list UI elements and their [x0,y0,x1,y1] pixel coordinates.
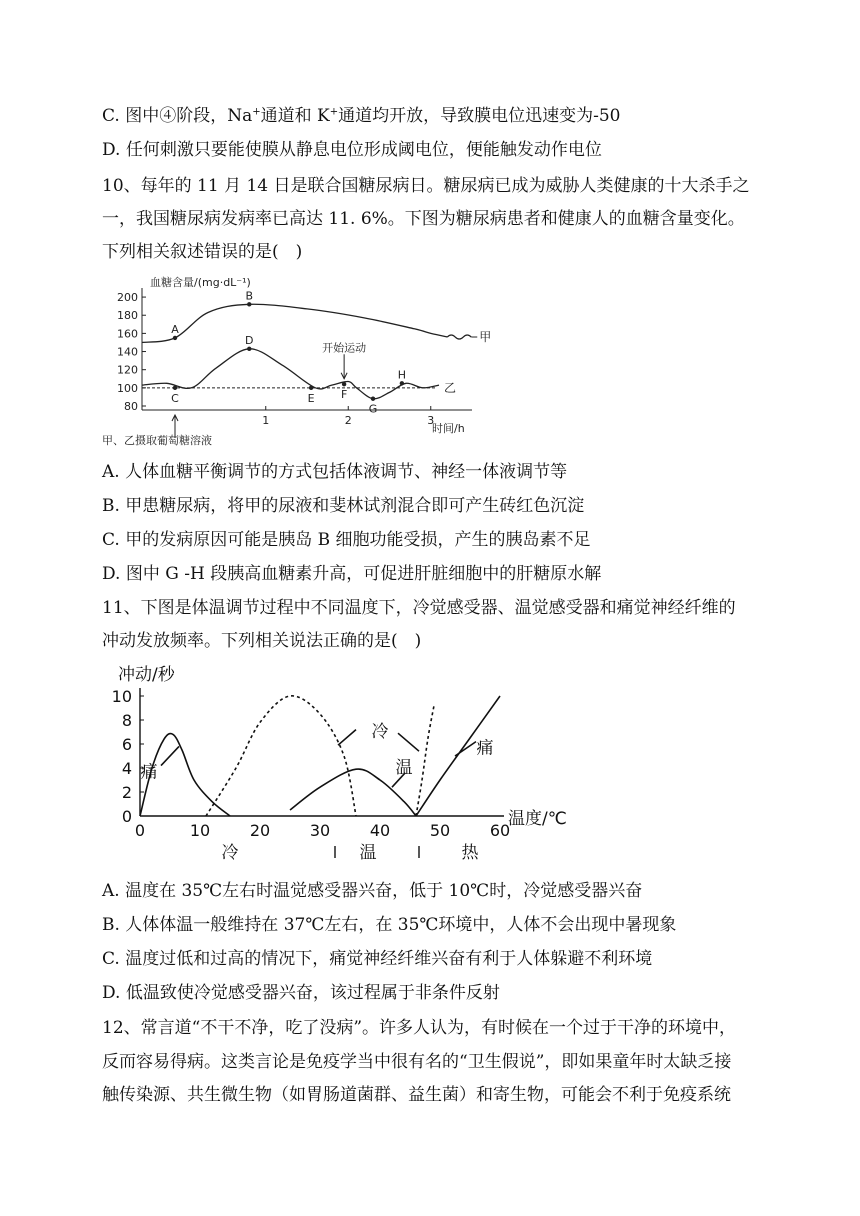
y-tick-label: 10 [111,687,132,706]
series-label-3: 痛 [476,738,494,759]
point-marker-E [309,386,313,390]
point-label-C: C [171,391,179,405]
reference-label: 乙 [444,380,457,395]
arrow-exercise-label: 开始运动 [322,341,367,355]
nerve-impulse-plot [112,665,567,863]
y-tick-label: 100 [117,381,138,395]
point-label-D: D [245,333,254,347]
x-tick-label: 2 [344,414,352,427]
x-tick-label: 20 [249,821,271,840]
q9-option-c: C. 图中④阶段，Na+通道和 K+通道均开放，导致膜电位迅速变为-50 [102,106,621,126]
y-tick-label: 160 [117,327,138,341]
series-label-2: 温 [395,757,413,778]
x-tick-label: 10 [189,821,211,840]
series-line-yi [142,349,439,402]
q10-option-b: B. 甲患糖尿病，将甲的尿液和斐林试剂混合即可产生砖红色沉淀 [102,496,585,516]
q10-option-d: D. 图中 G -H 段胰高血糖素升高，可促进肝脏细胞中的肝糖原水解 [102,564,602,584]
y-tick-label: 120 [117,363,138,377]
q11-option-a: A. 温度在 35℃左右时温觉感受器兴奋，低于 10℃时，冷觉感受器兴奋 [102,881,643,901]
point-label-B: B [245,289,254,303]
point-label-E: E [307,391,315,405]
y-tick-label: 4 [121,759,132,778]
series-line-jia [142,304,447,342]
point-label-H: H [397,368,407,382]
y-axis-label: 血糖含量/(mg·dL⁻¹) [150,276,251,289]
x-tick-label: 40 [369,821,391,840]
q10-stem-line1: 10、每年的 11 月 14 日是联合国糖尿病日。糖尿病已成为威胁人类健康的十大杀手之 [102,176,750,196]
y-tick-label: 200 [117,291,138,305]
q11-option-b: B. 人体体温一般维持在 37℃左右，在 35℃环境中，人体不会出现中暑现象 [102,915,677,935]
q11-stem-line1: 11、下图是体温调节过程中不同温度下，冷觉感受器、温觉感受器和痛觉神经纤维的 [102,598,736,618]
series-line-3 [416,706,434,816]
q10-stem-line2: 一，我国糖尿病发病率已高达 11. 6%。下图为糖尿病患者和健康人的血糖含量变化。 [102,209,745,229]
x-axis-label: 温度/℃ [508,809,567,829]
point-label-F: F [340,388,348,402]
point-marker-D [247,347,251,351]
point-marker-A [173,336,177,340]
point-marker-H [400,381,404,385]
x-tick-label: 50 [429,821,451,840]
zone-label-cold: 冷 [221,843,239,863]
q11-stem-line2: 冲动发放频率。下列相关说法正确的是( ) [102,631,422,651]
q9-option-d: D. 任何刺激只要能使膜从静息电位形成阈电位，便能触发动作电位 [102,140,602,160]
series-tail-jia [447,335,471,339]
point-marker-G [371,397,375,401]
zone-label-warm: 温 [359,843,377,863]
y-tick-label: 180 [117,309,138,323]
q10-option-c: C. 甲的发病原因可能是胰岛 B 细胞功能受损，产生的胰岛素不足 [102,530,591,550]
point-label-G: G [368,402,378,416]
q11-option-c: C. 温度过低和过高的情况下，痛觉神经纤维兴奋有利于人体躲避不利环境 [102,949,653,969]
y-tick-label: 8 [121,711,132,730]
series-label-jia: 甲 [479,330,492,345]
point-marker-F [342,382,346,386]
series-label-0: 痛 [140,762,158,783]
point-marker-B [247,302,251,306]
point-marker-C [173,386,177,390]
x-tick-label: 30 [309,821,331,840]
y-tick-label: 0 [121,807,132,826]
q11-option-d: D. 低温致使冷觉感受器兴奋，该过程属于非条件反射 [102,983,500,1003]
zone-label-hot: 热 [461,843,479,863]
blood-glucose-plot [102,275,491,447]
x-tick-label: 3 [427,414,435,427]
series-leader-cold-right [398,733,419,751]
x-tick-label: 0 [134,821,146,840]
y-tick-label: 2 [121,783,132,802]
q12-stem-line1: 12、常言道“不干不净，吃了没病”。许多人认为，有时候在一个过于干净的环境中， [102,1018,737,1038]
series-leader-0 [161,746,179,765]
blood-glucose-chart [100,272,500,448]
y-tick-label: 6 [121,735,132,754]
series-label-1: 冷 [371,721,389,742]
x-tick-label: 60 [489,821,511,840]
q10-option-a: A. 人体血糖平衡调节的方式包括体液调节、神经一体液调节等 [102,462,568,482]
y-tick-label: 140 [117,345,138,359]
point-label-A: A [171,322,179,336]
q10-stem-line3: 下列相关叙述错误的是( ) [102,242,303,262]
series-leader-1 [338,730,356,746]
y-tick-label: 80 [124,400,138,413]
nerve-impulse-chart [100,656,590,868]
x-tick-label: 1 [262,414,270,427]
x-axis-label: 时间/h [432,422,465,435]
arrow-glucose-label: 甲、乙摄取葡萄糖溶液 [102,434,212,447]
series-line-1 [206,696,356,816]
y-axis-label: 冲动/秒 [118,665,175,685]
q12-stem-line2: 反而容易得病。这类言论是免疫学当中很有名的“卫生假说”，即如果童年时太缺乏接 [102,1052,732,1072]
q12-stem-line3: 触传染源、共生微生物（如胃肠道菌群、益生菌）和寄生物，可能会不利于免疫系统 [102,1085,731,1105]
